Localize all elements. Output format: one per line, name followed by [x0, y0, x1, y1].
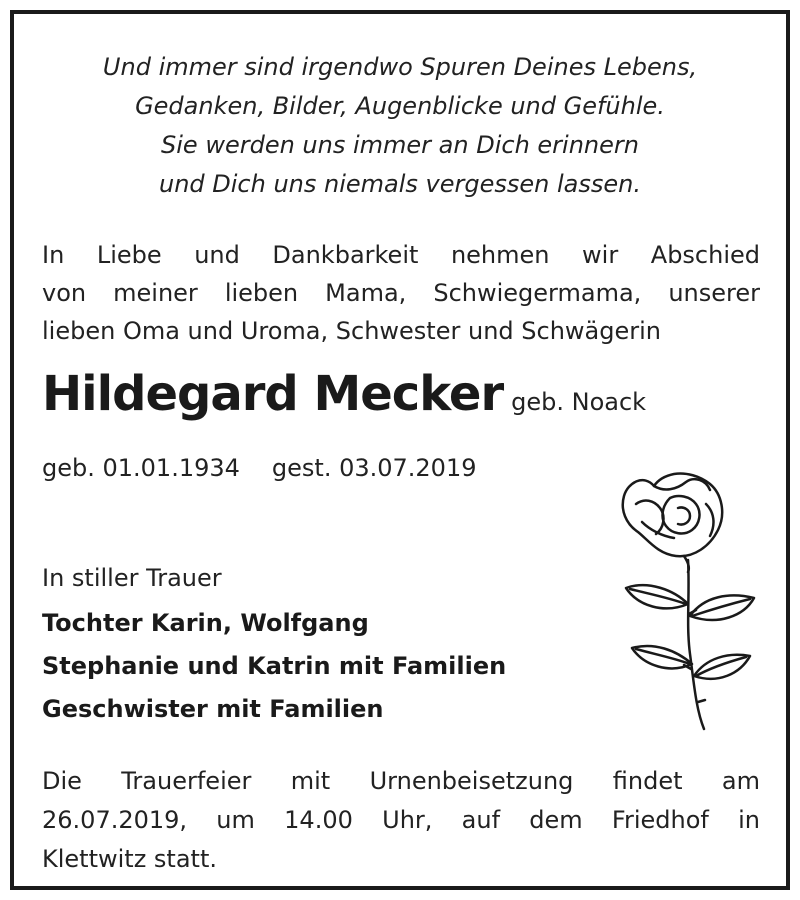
poem [14, 48, 786, 204]
death-date: gest. 03.07.2019 [271, 454, 477, 482]
mourner-line: Tochter Karin, Wolfgang [42, 609, 369, 637]
poem-line: Gedanken, Bilder, Augenblicke und Gefühle. [135, 92, 665, 120]
poem-line: Sie werden uns immer an Dich erinnern [161, 131, 639, 159]
funeral-line: Klettwitz statt. [42, 845, 217, 873]
intro-line: von meiner lieben Mama, Schwiegermama, unserer [42, 279, 760, 307]
mourning-heading: In stiller Trauer [42, 564, 222, 592]
funeral-notice [42, 762, 760, 879]
intro-line: lieben Oma und Uroma, Schwester und Schwägerin [42, 317, 661, 345]
farewell-intro [42, 236, 760, 350]
intro-line: In Liebe und Dankbarkeit nehmen wir Abschied [42, 241, 760, 269]
deceased-name-line [42, 366, 646, 422]
funeral-line: Die Trauerfeier mit Urnenbeisetzung findet am [42, 767, 760, 795]
mourner-line: Geschwister mit Familien [42, 695, 384, 723]
rose-icon [614, 464, 764, 734]
mourners-list [42, 602, 506, 731]
poem-line: und Dich uns niemals vergessen lassen. [159, 170, 641, 198]
mourner-line: Stephanie und Katrin mit Familien [42, 652, 507, 680]
maiden-name: geb. Noack [511, 388, 647, 416]
deceased-name: Hildegard Mecker [42, 366, 504, 422]
poem-line: Und immer sind irgendwo Spuren Deines Lebens, [102, 53, 698, 81]
funeral-line: 26.07.2019, um 14.00 Uhr, auf dem Friedhof in [42, 806, 760, 834]
life-dates [42, 454, 477, 482]
obituary-frame [10, 10, 790, 890]
birth-date: geb. 01.01.1934 [42, 454, 240, 482]
